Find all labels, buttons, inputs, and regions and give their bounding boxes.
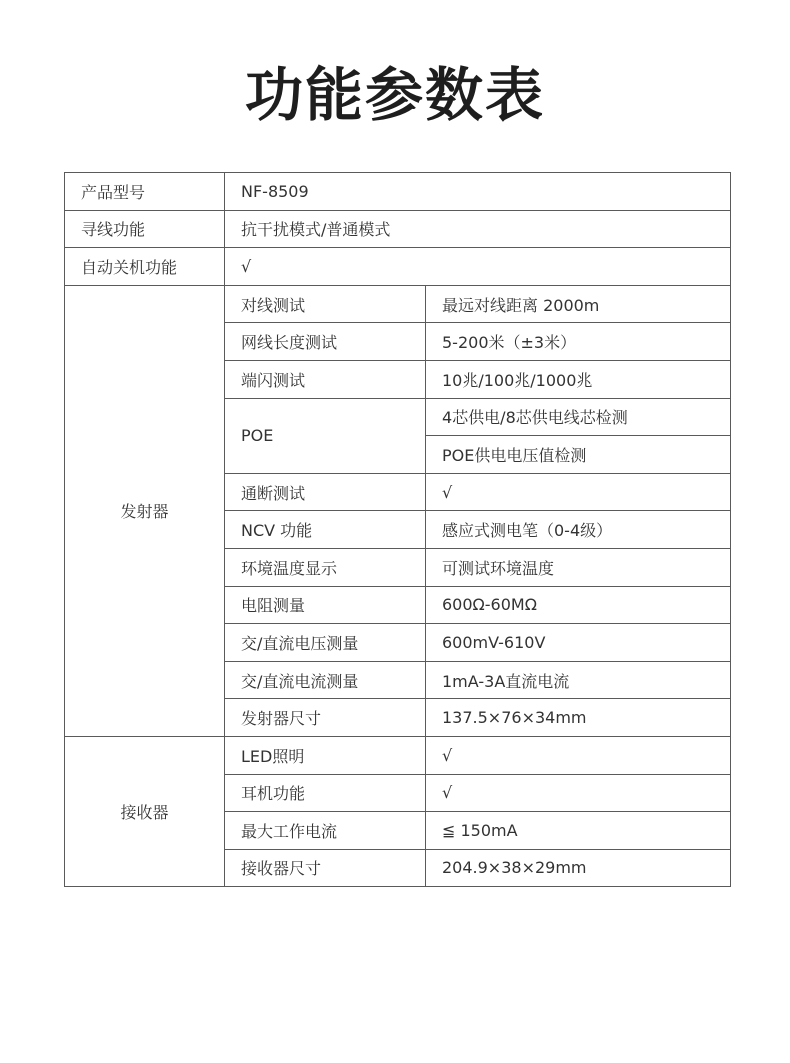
item-value: 600Ω-60MΩ bbox=[426, 586, 731, 624]
check-mark: √ bbox=[426, 736, 731, 774]
item-label: 对线测试 bbox=[225, 285, 426, 323]
item-value: 10兆/100兆/1000兆 bbox=[426, 360, 731, 398]
item-value: 204.9×38×29mm bbox=[426, 849, 731, 887]
group-label-transmitter: 发射器 bbox=[65, 285, 225, 736]
item-label: 环境温度显示 bbox=[225, 548, 426, 586]
row-value: 抗干扰模式/普通模式 bbox=[225, 210, 731, 248]
item-value: 600mV-610V bbox=[426, 624, 731, 662]
item-value: POE供电电压值检测 bbox=[426, 436, 731, 474]
item-value: 最远对线距离 2000m bbox=[426, 285, 731, 323]
row-value: NF-8509 bbox=[225, 173, 731, 211]
item-label: 电阻测量 bbox=[225, 586, 426, 624]
page-title: 功能参数表 bbox=[244, 61, 545, 129]
item-label: NCV 功能 bbox=[225, 511, 426, 549]
item-value: 感应式测电笔（0-4级） bbox=[426, 511, 731, 549]
item-label: 最大工作电流 bbox=[225, 812, 426, 850]
table-row bbox=[65, 248, 731, 286]
table-row bbox=[65, 210, 731, 248]
table-row bbox=[65, 173, 731, 211]
check-mark: √ bbox=[225, 248, 731, 286]
check-mark: √ bbox=[426, 774, 731, 812]
item-value: 4芯供电/8芯供电线芯检测 bbox=[426, 398, 731, 436]
item-label: 接收器尺寸 bbox=[225, 849, 426, 887]
item-label: 耳机功能 bbox=[225, 774, 426, 812]
group-label-receiver: 接收器 bbox=[65, 736, 225, 886]
item-label: POE bbox=[225, 398, 426, 473]
item-label: 端闪测试 bbox=[225, 360, 426, 398]
item-label: 交/直流电压测量 bbox=[225, 624, 426, 662]
item-label: 通断测试 bbox=[225, 473, 426, 511]
item-label: 发射器尺寸 bbox=[225, 699, 426, 737]
item-label: 交/直流电流测量 bbox=[225, 661, 426, 699]
item-value: 可测试环境温度 bbox=[426, 548, 731, 586]
item-value: 137.5×76×34mm bbox=[426, 699, 731, 737]
item-value: 1mA-3A直流电流 bbox=[426, 661, 731, 699]
item-value: ≦ 150mA bbox=[426, 812, 731, 850]
spec-table bbox=[64, 172, 731, 887]
row-label: 产品型号 bbox=[65, 173, 225, 211]
item-value: 5-200米（±3米） bbox=[426, 323, 731, 361]
item-label: LED照明 bbox=[225, 736, 426, 774]
row-label: 寻线功能 bbox=[65, 210, 225, 248]
row-label: 自动关机功能 bbox=[65, 248, 225, 286]
table-row bbox=[65, 285, 731, 323]
item-label: 网线长度测试 bbox=[225, 323, 426, 361]
table-row bbox=[65, 736, 731, 774]
check-mark: √ bbox=[426, 473, 731, 511]
